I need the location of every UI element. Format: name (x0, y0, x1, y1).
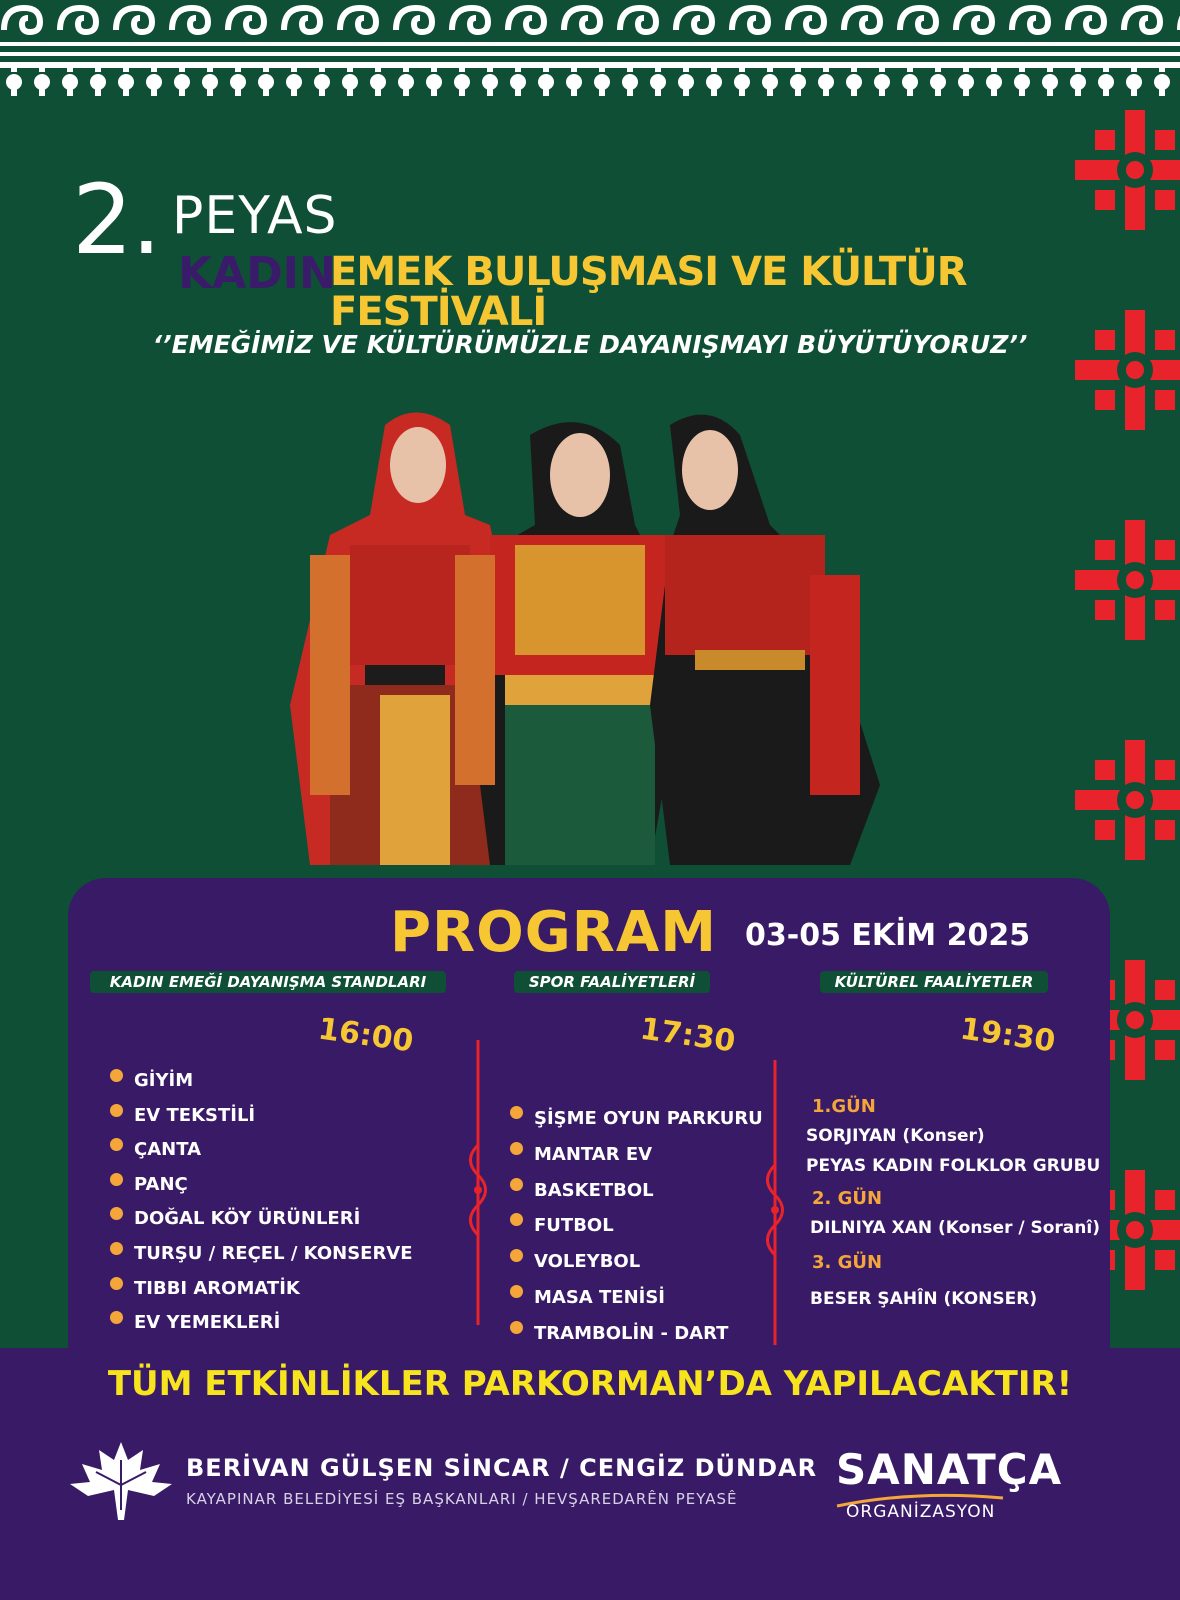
list-sports (510, 1101, 763, 1352)
day-3-label: 3. GÜN (812, 1252, 883, 1273)
bullet-icon (110, 1104, 123, 1117)
women-illustration (290, 405, 910, 880)
bullet-icon (510, 1213, 523, 1226)
bullet-icon (510, 1249, 523, 1262)
bullet-icon (110, 1173, 123, 1186)
top-ornament-border (0, 0, 1180, 100)
tag-women-stands: KADIN EMEĞİ DAYANIŞMA STANDLARI (90, 971, 446, 993)
program-title: PROGRAM (390, 900, 717, 965)
bullet-icon (510, 1285, 523, 1298)
title-peyas: PEYAS (172, 186, 338, 246)
bullet-icon (110, 1207, 123, 1220)
day-2-label: 2. GÜN (812, 1188, 883, 1209)
list-item: VOLEYBOL (510, 1244, 763, 1280)
list-item: PANÇ (110, 1168, 413, 1203)
list-item: TRAMBOLİN - DART (510, 1316, 763, 1352)
list-item: MANTAR EV (510, 1137, 763, 1173)
list-item: GİYİM (110, 1064, 413, 1099)
sanatca-subtitle: ORGANİZASYON (846, 1502, 996, 1522)
tag-sports: SPOR FAALİYETLERİ (514, 971, 710, 993)
bullet-icon (110, 1277, 123, 1290)
list-item: MASA TENİSİ (510, 1280, 763, 1316)
bullet-icon (510, 1178, 523, 1191)
sanatca-logo: SANATÇA (836, 1445, 1063, 1494)
act-folklor: PEYAS KADIN FOLKLOR GRUBU (806, 1156, 1101, 1176)
time-women-stands: 16:00 (316, 1011, 416, 1060)
time-cultural: 19:30 (958, 1011, 1058, 1060)
list-women-stands (110, 1064, 413, 1341)
act-sorjiyan: SORJIYAN (Konser) (806, 1126, 985, 1146)
bullet-icon (110, 1069, 123, 1082)
ornamental-divider (463, 1035, 493, 1330)
program-date: 03-05 EKİM 2025 (745, 918, 1031, 953)
title-rest: EMEK BULUŞMASI VE KÜLTÜR FESTİVALİ (330, 249, 967, 335)
list-item: FUTBOL (510, 1208, 763, 1244)
list-item: EV YEMEKLERİ (110, 1306, 413, 1341)
title-kadin: KADIN (178, 248, 336, 299)
day-1-label: 1.GÜN (812, 1096, 876, 1117)
woman-right-figure (650, 415, 880, 865)
bullet-icon (110, 1311, 123, 1324)
co-mayors-names: BERİVAN GÜLŞEN SİNCAR / CENGİZ DÜNDAR (186, 1454, 818, 1482)
list-item: TURŞU / REÇEL / KONSERVE (110, 1237, 413, 1272)
bullet-icon (510, 1321, 523, 1334)
co-mayors-subtitle: KAYAPINAR BELEDİYESİ EŞ BAŞKANLARI / HEVŞAREDARÊN PEYASÊ (186, 1490, 738, 1508)
bullet-icon (510, 1142, 523, 1155)
announcement: TÜM ETKİNLİKLER PARKORMAN’DA YAPILACAKTIR! (107, 1364, 1073, 1404)
list-item: BASKETBOL (510, 1173, 763, 1209)
list-item: EV TEKSTİLİ (110, 1099, 413, 1134)
edition-number: 2. (72, 164, 160, 276)
act-beser: BESER ŞAHÎN (KONSER) (810, 1289, 1038, 1309)
list-item: ŞİŞME OYUN PARKURU (510, 1101, 763, 1137)
time-sports: 17:30 (638, 1011, 738, 1060)
bullet-icon (110, 1242, 123, 1255)
slogan: ‘’EMEĞİMİZ VE KÜLTÜRÜMÜZLE DAYANIŞMAYI BÜYÜTÜYORUZ’’ (152, 330, 1028, 359)
act-dilniya: DILNIYA XAN (Konser / Soranî) (810, 1218, 1100, 1238)
ornamental-divider (760, 1055, 790, 1350)
tag-cultural: KÜLTÜREL FAALİYETLER (820, 971, 1048, 993)
leaf-logo-icon (68, 1440, 174, 1522)
bullet-icon (510, 1106, 523, 1119)
bullet-icon (110, 1138, 123, 1151)
ornament-icon (0, 0, 1180, 100)
list-item: TIBBI AROMATİK (110, 1272, 413, 1307)
list-item: DOĞAL KÖY ÜRÜNLERİ (110, 1202, 413, 1237)
list-item: ÇANTA (110, 1133, 413, 1168)
